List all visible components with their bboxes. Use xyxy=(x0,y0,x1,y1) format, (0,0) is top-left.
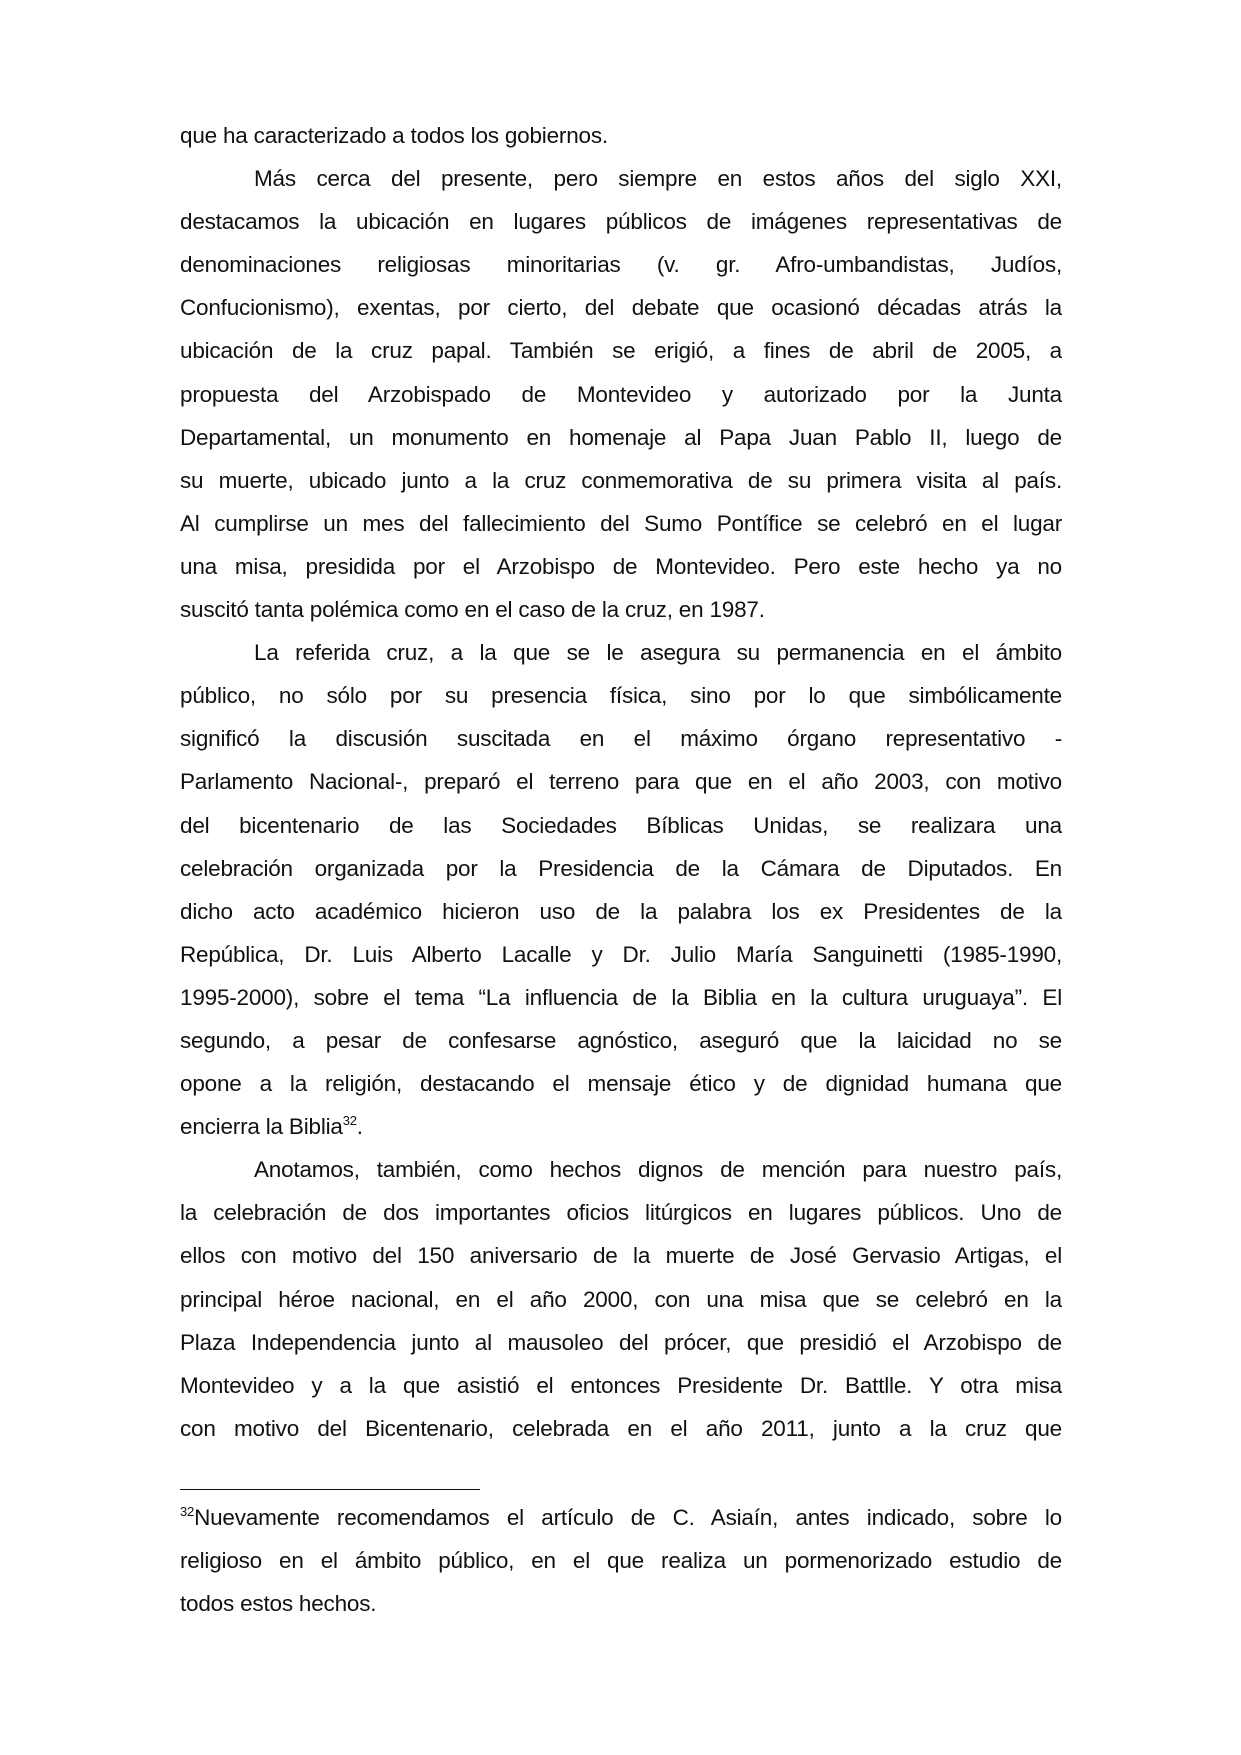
line-text: significó la discusión suscitada en el máximo órgano representativo - xyxy=(180,726,1062,752)
footnote-line xyxy=(180,1539,1062,1582)
text-line xyxy=(180,588,1062,631)
text-line xyxy=(180,1191,1062,1234)
line-text: una misa, presidida por el Arzobispo de Montevideo. Pero este hecho ya no xyxy=(180,553,1062,579)
footnote-text: religioso en el ámbito público, en el que realiza un pormenorizado estudio de xyxy=(180,1548,1062,1574)
line-text: segundo, a pesar de confesarse agnóstico, aseguró que la laicidad no se xyxy=(180,1027,1062,1053)
line-text: Parlamento Nacional-, preparó el terreno para que en el año 2003, con motivo xyxy=(180,769,1062,795)
line-text: La referida cruz, a la que se le asegura su permanencia en el ámbito xyxy=(254,640,1062,666)
text-line xyxy=(180,631,1062,674)
text-line xyxy=(180,674,1062,717)
line-text: celebración organizada por la Presidencia de la Cámara de Diputados. En xyxy=(180,855,1062,881)
line-text: la celebración de dos importantes oficios litúrgicos en lugares públicos. Uno de xyxy=(180,1200,1062,1226)
text-line xyxy=(180,286,1062,329)
text-line xyxy=(180,416,1062,459)
text-line xyxy=(180,502,1062,545)
line-text: ellos con motivo del 150 aniversario de la muerte de José Gervasio Artigas, el xyxy=(180,1243,1062,1269)
line-text: propuesta del Arzobispado de Montevideo y autorizado por la Junta xyxy=(180,381,1062,407)
line-text: Montevideo y a la que asistió el entonces Presidente Dr. Battlle. Y otra misa xyxy=(180,1372,1062,1398)
line-text: Confucionismo), exentas, por cierto, del debate que ocasionó décadas atrás la xyxy=(180,295,1062,321)
footnote-text: Nuevamente recomendamos el artículo de C. Asiaín, antes indicado, sobre lo xyxy=(194,1505,1062,1530)
text-line xyxy=(180,804,1062,847)
text-line xyxy=(180,1148,1062,1191)
line-text: su muerte, ubicado junto a la cruz conmemorativa de su primera visita al país. xyxy=(180,467,1062,493)
text-line xyxy=(180,459,1062,502)
text-line xyxy=(180,1234,1062,1277)
line-text-suffix: . xyxy=(356,1114,363,1140)
line-text: Departamental, un monumento en homenaje al Papa Juan Pablo II, luego de xyxy=(180,424,1062,450)
text-line xyxy=(180,200,1062,243)
line-text: del bicentenario de las Sociedades Bíblicas Unidas, se realizara una xyxy=(180,812,1062,838)
footnote-reference[interactable]: 32 xyxy=(342,1113,357,1129)
body-text xyxy=(180,114,1062,1450)
text-line xyxy=(180,1364,1062,1407)
text-line xyxy=(180,329,1062,372)
line-text: República, Dr. Luis Alberto Lacalle y Dr. Julio María Sanguinetti (1985-1990, xyxy=(180,941,1062,967)
line-text: Anotamos, también, como hechos dignos de mención para nuestro país, xyxy=(254,1157,1062,1183)
text-line xyxy=(180,373,1062,416)
footnote-text: todos estos hechos. xyxy=(180,1591,377,1617)
line-text: principal héroe nacional, en el año 2000, con una misa que se celebró en la xyxy=(180,1286,1062,1312)
line-text: público, no sólo por su presencia física, sino por lo que simbólicamente xyxy=(180,683,1062,709)
text-line xyxy=(180,847,1062,890)
text-line xyxy=(180,1321,1062,1364)
line-text: destacamos la ubicación en lugares públicos de imágenes representativas de xyxy=(180,209,1062,235)
text-line xyxy=(180,1019,1062,1062)
text-line xyxy=(180,760,1062,803)
text-line xyxy=(180,1062,1062,1105)
text-line xyxy=(180,976,1062,1019)
line-text: ubicación de la cruz papal. También se erigió, a fines de abril de 2005, a xyxy=(180,338,1062,364)
text-line xyxy=(180,1278,1062,1321)
text-line xyxy=(180,1105,1062,1148)
line-text: Más cerca del presente, pero siempre en estos años del siglo XXI, xyxy=(254,166,1062,192)
line-text: opone a la religión, destacando el mensaje ético y de dignidad humana que xyxy=(180,1071,1062,1097)
text-line xyxy=(180,717,1062,760)
text-line xyxy=(180,1407,1062,1450)
line-text: Al cumplirse un mes del fallecimiento del Sumo Pontífice se celebró en el lugar xyxy=(180,510,1062,536)
line-text: dicho acto académico hicieron uso de la palabra los ex Presidentes de la xyxy=(180,898,1062,924)
footnote-separator xyxy=(180,1489,480,1490)
footnote-number: 32 xyxy=(180,1504,195,1519)
line-text: Plaza Independencia junto al mausoleo del prócer, que presidió el Arzobispo de xyxy=(180,1329,1062,1355)
text-line xyxy=(180,890,1062,933)
line-text: suscitó tanta polémica como en el caso de la cruz, en 1987. xyxy=(180,597,765,623)
line-text: que ha caracterizado a todos los gobiernos. xyxy=(180,123,608,148)
footnote-32 xyxy=(180,1496,1062,1625)
footnote-line xyxy=(180,1496,1062,1539)
text-line xyxy=(180,545,1062,588)
footnote-line xyxy=(180,1582,1062,1625)
line-text: con motivo del Bicentenario, celebrada en el año 2011, junto a la cruz que xyxy=(180,1415,1062,1441)
text-line xyxy=(180,243,1062,286)
line-text: denominaciones religiosas minoritarias (v. gr. Afro-umbandistas, Judíos, xyxy=(180,252,1062,278)
text-line xyxy=(180,114,1062,157)
text-line xyxy=(180,157,1062,200)
text-line xyxy=(180,933,1062,976)
line-text: encierra la Biblia xyxy=(180,1114,343,1140)
line-text: 1995-2000), sobre el tema “La influencia de la Biblia en la cultura uruguaya”. El xyxy=(180,984,1062,1010)
